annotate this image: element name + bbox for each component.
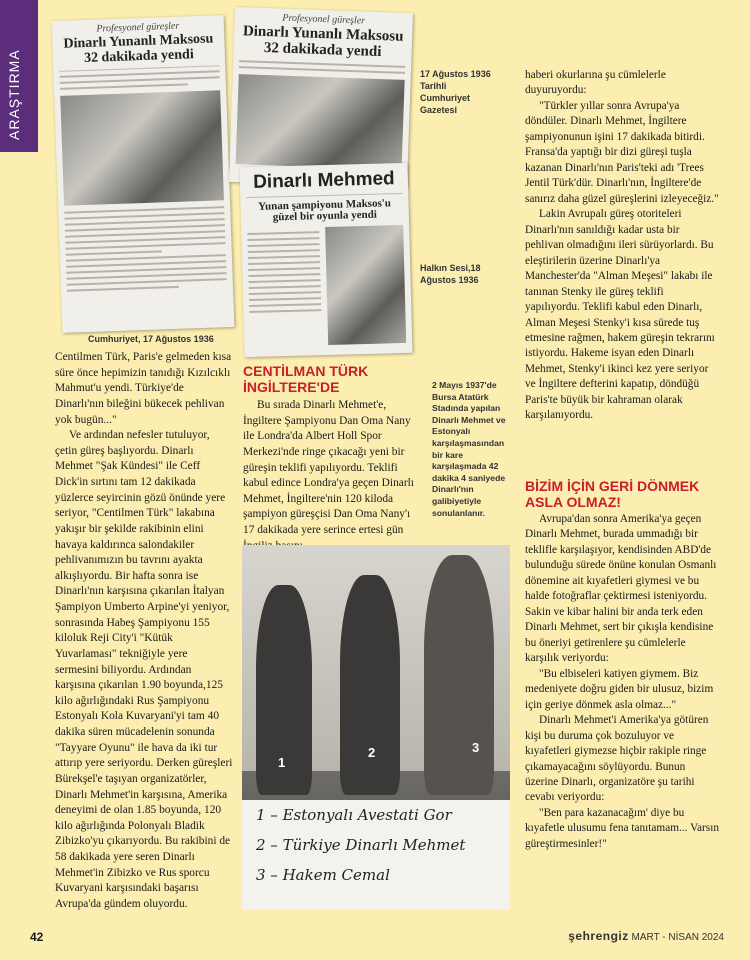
caption-cumhuriyet-bottom: Cumhuriyet, 17 Ağustos 1936	[88, 334, 214, 344]
handwritten-line: 2 – Türkiye Dinarlı Mehmet	[256, 836, 466, 854]
caption-halkin-sesi: Halkın Sesi,18 Ağustos 1936	[420, 263, 481, 286]
paragraph: Ve ardından nefesler tutuluyor, çetin güreş başlıyordu. Dinarlı Mehmet "Şak Kündesi" ile Ceff Dick'in sırtını tam 12 dakikada yüzlerce seyircinin gözü önünde yere seriyor, "Centilmen Türk" lakabına yakışır bir şekilde rakibinin elini havaya kaldırınca salondakiler pehlivanımızın bu tavrını ayakta alkışlıyordu. Bir hafta sonra ise Dinarlı'nın karşısına çıkarılan İtalyan Şampiyon Umberto Arpine'yi yeniyor, sonrasında Habeş Şampiyonu 155 kiloluk Reji City'i "Kütük Yuvarlaması" tekniğiyle yere sermesini biliyordu. Ardından karşısına çıkarılan 1.90 boyunda,125 kilo ağırlığındaki Rus Şampiyonu Estonyalı Kola Kuvaryani'yi tam 40 dakika süren mücadelenin sonunda "Tayyare Oyunu" ile hava da iki tur attırıp yere seriyordu. Derken güreşleri Bürekşel'e taşıyan organizatörler, Dinarlı Mehmet'in karşısına, Amerika deneyimi de olan 1.85 boyunda, 120 kilo ağırlığında Polonyalı Bladik Zibizko'yu çıkarıyordu. Bu rakibini de 58 dakikada yere seren Dinarlı Mehmet'in Zibizko ve Rus sporcu Kuvaryani karşısındaki başarısı Avrupa'da gündem oluyordu.	[55, 429, 233, 910]
magazine-footer	[568, 929, 724, 943]
wrestlers-photo	[236, 74, 405, 170]
article-column-3	[525, 68, 720, 424]
wrestler-photo	[325, 225, 406, 345]
section-tab-label: ARAŞTIRMA	[6, 49, 22, 140]
clipping-headline: Yunan şampiyonu Maksos'u güzel bir oyunla yendi	[257, 197, 392, 224]
issue-label: MART - NİSAN 2024	[631, 932, 724, 943]
caption-cumhuriyet: 17 Ağustos 1936 Tarihli Cumhuriyet Gazetesi	[420, 69, 491, 116]
article-column-3b	[525, 512, 720, 852]
clipping-headline: Dinarlı Yunanlı Maksosu 32 dakikada yendi	[63, 31, 214, 66]
wrestler-2-figure	[340, 575, 400, 795]
paragraph: "Ben para kazanacağım' diye bu kıyafetle ulusumu fena tanıtamam... Varsın güreştirmesinler!"	[525, 806, 719, 850]
handwritten-line: 1 – Estonyalı Avestati Gor	[256, 806, 452, 824]
handwritten-line: 3 – Hakem Cemal	[256, 866, 390, 884]
photo-number: 1	[278, 755, 286, 770]
paragraph: "Türkler yıllar sonra Avrupa'ya döndüler. Dinarlı Mehmet, İngiltere şampiyonunun işini 17 dakikada bitirdi. Fransa'da yaptığı bir dizi güreşi tuşla kazanan Dinarlı'nın Paris'teki adı 'Trees Jentil Türk'dür. Dinarlı'nın, İngiltere'de sanırız daha güzel güreşlerini izleyeceğiz."	[525, 99, 719, 205]
section-tab	[0, 0, 38, 152]
section-heading: BİZİM İÇİN GERİ DÖNMEK ASLA OLMAZ!	[525, 478, 700, 511]
section-heading: CENTİLMAN TÜRK İNGİLTERE'DE	[243, 363, 369, 396]
caption-bursa-photo: 2 Mayıs 1937'de Bursa Atatürk Stadında yapılan Dinarlı Mehmet ve Estonyalı karşılaşmasından bir kare karşılaşmada 42 dakika 4 saniyede Dinarlı'nın galibiyetiyle sonulanlanır.	[432, 380, 506, 518]
paragraph: Dinarlı Mehmet'i Amerika'ya götüren kişi bu duruma çok bozuluyor ve kıyafetleri giymezse hiçbir rakiple ringe çıkamayacağını söylüyordu. Bunun üzerine Dinarlı, organizatöre şu tarihi cevabı veriyordu:	[525, 714, 709, 804]
photo-number: 3	[472, 740, 480, 755]
article-column-1	[55, 350, 233, 913]
paragraph: Avrupa'dan sonra Amerika'ya geçen Dinarlı Mehmet, burada ummadığı bir teklifle karşılaşıyor, kendisinden ABD'de bulunduğu sürede önüne konulan Osmanlı dönemine ait kıyafetleri giymesi ve bu halde fotoğraflar çektirmesi isteniyordu. Sakin ve kibar halini bir anda terk eden Dinarlı Mehmet, sert bir çıkışla kendisine bu öneriyi getirenlere şu cümlelerle karşılık veriyordu:	[525, 513, 717, 665]
handwritten-labels	[242, 800, 510, 910]
clipping-kicker: Profesyonel güreşler	[96, 20, 180, 35]
clipping-masthead: Dinarlı Mehmed	[252, 168, 395, 193]
clipping-kicker: Profesyonel güreşler	[282, 12, 366, 27]
paragraph: Bu sırada Dinarlı Mehmet'e, İngiltere Şampiyonu Dan Oma Nany ile Londra'da Albert Holl Spor Merkezi'nde ringe çıkacağı yeni bir güreşin teklifi yapılıyordu. Teklifi kabul edince Londra'ya geçen Dinarlı Mehmet, İngiltere'nin 120 kiloda şampiyon güreşçisi Dan Oma Nany'ı 17 dakikada yere serince ertesi gün	[243, 399, 414, 536]
paragraph: haberi okurlarına şu cümlelerle duyuruyordu:	[525, 69, 666, 97]
article-column-2	[243, 398, 423, 554]
newspaper-clipping-2	[229, 7, 413, 188]
paragraph: Lakin Avrupalı güreş otoriteleri Dinarlı'nın sanıldığı kadar usta bir pehlivan olmadığını ileri sürüyorlardı. Bu eleştirilerin üzerine Dinarlı'ya Manchester'da "Alman Meşesi" lakabı ile tanınan Stenky ile güreş teklifi yapılıyordu. Teklifi kabul eden Dinarlı, Alman Meşesi Stenky'i kısa sürede tuş etmesine rağmen, hakem güreşin tekrarını istiyordu. Hakeme isyan eden Dinarlı Mehmet, Stenky'i ikinci kez yere seriyor ve İngiltere defterini kapatıp, döndüğü Paris'te büyük bir kahraman olarak karşılanıyordu.	[525, 208, 715, 422]
wrestlers-photo	[60, 91, 224, 207]
referee-figure	[424, 555, 494, 795]
page-number: 42	[30, 930, 44, 944]
historic-wrestlers-photo	[242, 545, 510, 910]
paragraph: Centilmen Türk, Paris'e gelmeden kısa süre önce hepimizin tanıdığı Kızılcıklı Mahmut'u yendi. Türkiye'de Dinarlı'nın bileğini bükecek pehlivan yok bugün..."	[55, 351, 232, 426]
photo-number: 2	[368, 745, 376, 760]
magazine-name: şehrengiz	[568, 929, 629, 943]
clipping-headline: Dinarlı Yunanlı Maksosu 32 dakikada yendi	[242, 23, 404, 60]
paragraph: "Bu elbiseleri katiyen giymem. Biz medeniyete doğru giden bir ulusuz, bizim için geriye dönmek asla olmaz..."	[525, 667, 714, 711]
newspaper-clipping-1	[52, 15, 235, 333]
newspaper-clipping-3	[240, 163, 413, 357]
